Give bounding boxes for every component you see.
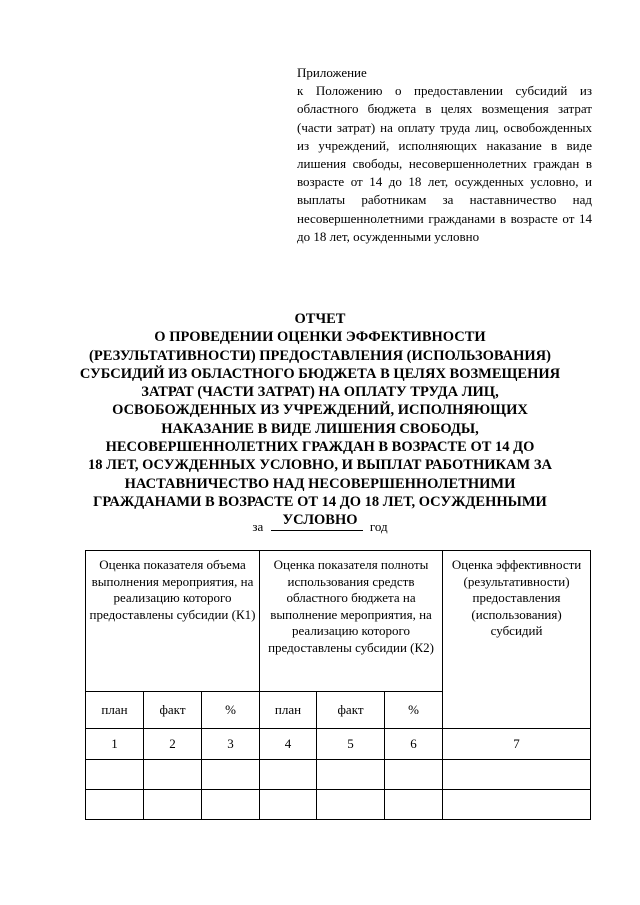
table-number-row	[86, 729, 591, 760]
subheader-cell: %	[202, 692, 260, 729]
subheader-cell: факт	[317, 692, 385, 729]
empty-cell[interactable]	[443, 790, 591, 820]
evaluation-table	[85, 550, 591, 820]
column-number: 4	[260, 729, 317, 760]
subheader-cell: план	[260, 692, 317, 729]
appendix-text: к Положению о предоставлении субсидий из областного бюджета в целях возмещения затрат (части затрат) на оплату труда лиц, освобожденных из учреждений, исполняющих наказание в виде лишения свободы, несовершеннолетних граждан в возрасте от 14 до 18 лет, осужденных условно, и выплаты работникам за наставничество над несовершеннолетними гражданами в возрасте от 14 до 18 лет, осужденными условно	[297, 83, 592, 244]
table-row	[86, 760, 591, 790]
title-line: НАСТАВНИЧЕСТВО НАД НЕСОВЕРШЕННОЛЕТНИМИ	[124, 475, 516, 492]
empty-cell[interactable]	[144, 790, 202, 820]
subheader-cell: факт	[144, 692, 202, 729]
column-number: 7	[443, 729, 591, 760]
empty-cell[interactable]	[260, 790, 317, 820]
title-line: ЗАТРАТ (ЧАСТИ ЗАТРАТ) НА ОПЛАТУ ТРУДА ЛИЦ,	[141, 384, 499, 401]
title-line: СУБСИДИЙ ИЗ ОБЛАСТНОГО БЮДЖЕТА В ЦЕЛЯХ ВОЗМЕЩЕНИЯ	[79, 365, 561, 382]
header-k1: Оценка показателя объема выполнения мероприятия, на реализацию которого предоставлены субсидии (К1)	[86, 551, 260, 692]
empty-cell[interactable]	[86, 760, 144, 790]
title-line: 18 ЛЕТ, ОСУЖДЕННЫХ УСЛОВНО, И ВЫПЛАТ РАБОТНИКАМ ЗА	[88, 457, 552, 474]
subheader-cell: план	[86, 692, 144, 729]
title-line: ГРАЖДАНАМИ В ВОЗРАСТЕ ОТ 14 ДО 18 ЛЕТ, ОСУЖДЕННЫМИ	[93, 493, 547, 510]
title-line: (РЕЗУЛЬТАТИВНОСТИ) ПРЕДОСТАВЛЕНИЯ (ИСПОЛЬЗОВАНИЯ)	[89, 347, 551, 364]
column-number: 2	[144, 729, 202, 760]
title-line: ОТЧЕТ	[294, 311, 346, 327]
period-suffix: год	[369, 519, 388, 534]
appendix-note	[297, 64, 592, 246]
title-line: О ПРОВЕДЕНИИ ОЦЕНКИ ЭФФЕКТИВНОСТИ	[154, 329, 486, 346]
column-number: 3	[202, 729, 260, 760]
title-line: УСЛОВНО	[282, 512, 358, 529]
empty-cell[interactable]	[385, 760, 443, 790]
empty-cell[interactable]	[385, 790, 443, 820]
title-line: НАКАЗАНИЕ В ВИДЕ ЛИШЕНИЯ СВОБОДЫ,	[161, 420, 479, 437]
report-title	[60, 310, 580, 530]
period-prefix: за	[252, 519, 264, 534]
report-period	[0, 519, 640, 535]
title-line: НЕСОВЕРШЕННОЛЕТНИХ ГРАЖДАН В ВОЗРАСТЕ ОТ 14 ДО	[105, 439, 535, 456]
column-number: 1	[86, 729, 144, 760]
empty-cell[interactable]	[443, 760, 591, 790]
appendix-heading: Приложение	[297, 65, 367, 80]
period-blank-field[interactable]	[271, 519, 363, 531]
subheader-cell: %	[385, 692, 443, 729]
empty-cell[interactable]	[317, 790, 385, 820]
table-header-row	[86, 551, 591, 692]
table-row	[86, 790, 591, 820]
empty-cell[interactable]	[260, 760, 317, 790]
empty-cell[interactable]	[144, 760, 202, 790]
column-number: 5	[317, 729, 385, 760]
title-line: ОСВОБОЖДЕННЫХ ИЗ УЧРЕЖДЕНИЙ, ИСПОЛНЯЮЩИХ	[112, 402, 528, 419]
empty-cell[interactable]	[202, 760, 260, 790]
empty-cell[interactable]	[317, 760, 385, 790]
header-k2: Оценка показателя полноты использования средств областного бюджета на выполнение мероприятия, на реализацию которого предоставлены субсидии (К2)	[260, 551, 443, 692]
column-number: 6	[385, 729, 443, 760]
empty-cell[interactable]	[86, 790, 144, 820]
empty-cell[interactable]	[202, 790, 260, 820]
header-efficiency: Оценка эффективности (результативности) предоставления (использования) субсидий	[443, 551, 591, 729]
